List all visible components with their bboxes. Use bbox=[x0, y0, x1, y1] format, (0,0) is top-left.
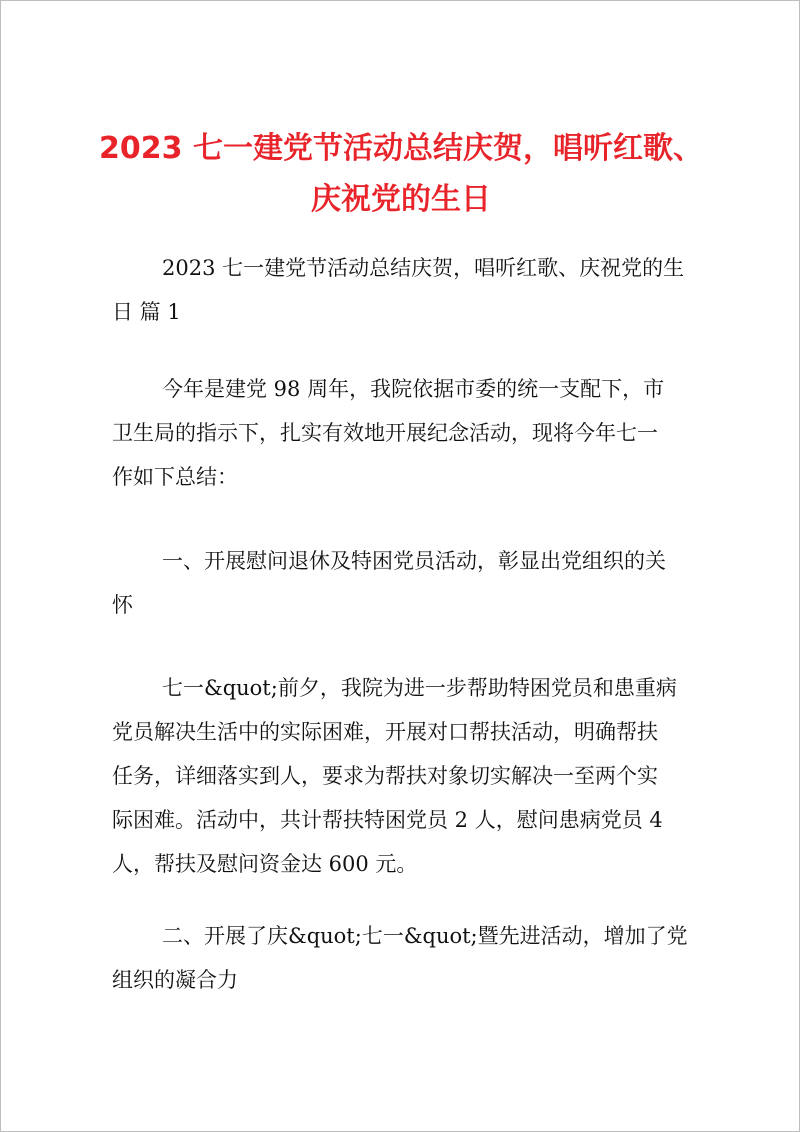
paragraph-line: 际困难。活动中，共计帮扶特困党员 2 人，慰问患病党员 4 bbox=[112, 808, 663, 832]
paragraph-line: 人，帮扶及慰问资金达 600 元。 bbox=[112, 852, 418, 876]
paragraph-heading-subtitle bbox=[112, 246, 692, 334]
section-heading-2 bbox=[112, 914, 692, 1002]
paragraph-line: 一、开展慰问退休及特困党员活动，彰显出党组织的关 bbox=[162, 549, 666, 573]
paragraph-line: 党员解决生活中的实际困难，开展对口帮扶活动，明确帮扶 bbox=[112, 720, 658, 744]
paragraph-line: 组织的凝合力 bbox=[112, 968, 238, 992]
paragraph-line: 日 篇 1 bbox=[112, 300, 181, 324]
paragraph-line: 今年是建党 98 周年，我院依据市委的统一支配下，市 bbox=[162, 377, 665, 401]
paragraph-line: 任务，详细落实到人，要求为帮扶对象切实解决一至两个实 bbox=[112, 764, 658, 788]
paragraph-line: 2023 七一建党节活动总结庆贺，唱听红歌、庆祝党的生 bbox=[162, 256, 685, 280]
paragraph-line: 卫生局的指示下，扎实有效地开展纪念活动，现将今年七一 bbox=[112, 421, 658, 445]
document-title-line-1: 2023 七一建党节活动总结庆贺，唱听红歌、 bbox=[99, 131, 703, 166]
document-title-line-2: 庆祝党的生日 bbox=[311, 182, 491, 217]
paragraph-section-1-body bbox=[112, 666, 692, 886]
paragraph-line: 作如下总结： bbox=[112, 465, 238, 489]
paragraph-intro bbox=[112, 367, 692, 499]
section-heading-1 bbox=[112, 539, 692, 627]
paragraph-line: 七一&quot;前夕，我院为进一步帮助特困党员和患重病 bbox=[162, 676, 677, 700]
paragraph-line: 二、开展了庆&quot;七一&quot;暨先进活动，增加了党 bbox=[162, 924, 688, 948]
paragraph-line: 怀 bbox=[112, 593, 133, 617]
